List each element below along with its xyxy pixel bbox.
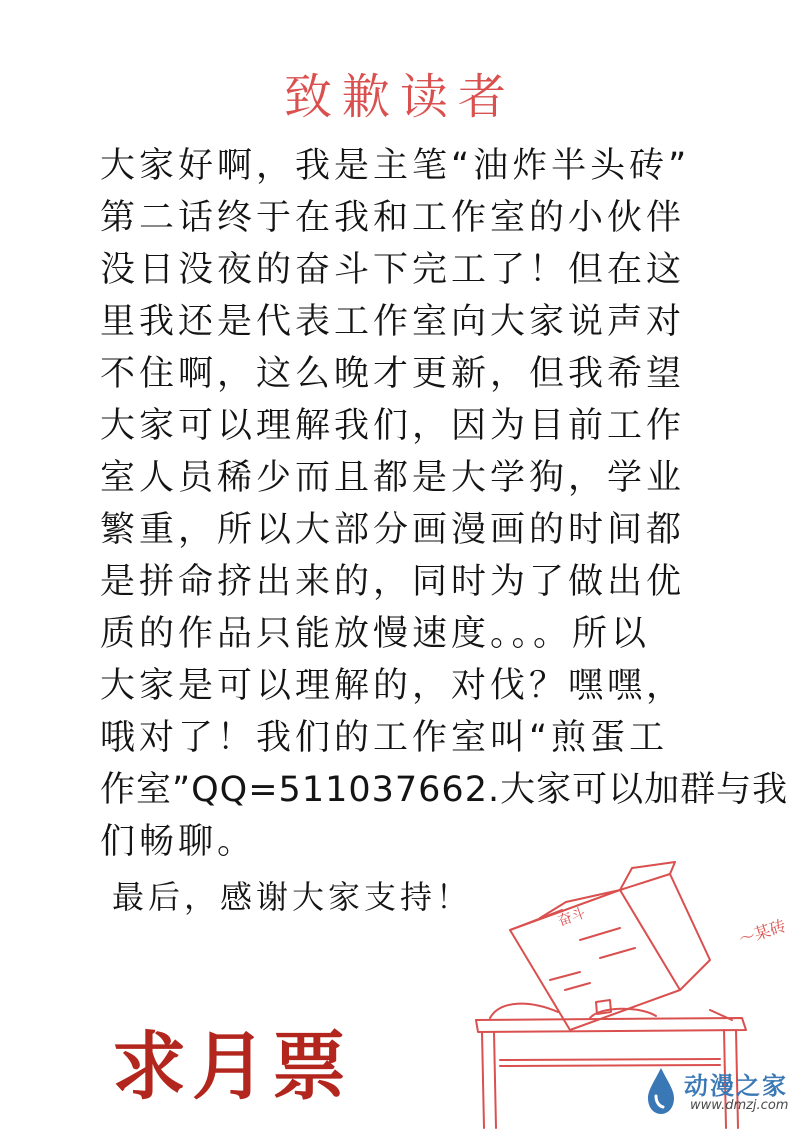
watermark-name: 动漫之家 — [684, 1072, 788, 1100]
letter-line: 不住啊，这么晚才更新，但我希望 — [100, 354, 686, 394]
site-watermark — [644, 1060, 794, 1122]
closing-line: 最后，感谢大家支持！ — [112, 878, 473, 916]
letter-line: 里我还是代表工作室向大家说声对 — [100, 302, 686, 342]
letter-line: 哦对了！我们的工作室叫“煎蛋工 — [100, 718, 669, 758]
letter-line: 作室”QQ=511037662.大家可以加群与我 — [100, 770, 789, 810]
letter-line: 没日没夜的奋斗下完工了！但在这 — [100, 250, 686, 290]
letter-line: 室人员稀少而且都是大学狗，学业 — [100, 458, 686, 498]
box-label: 奋斗 — [555, 905, 588, 930]
letter-line: 大家是可以理解的，对伐？嘿嘿， — [100, 666, 686, 706]
letter-line: 第二话终于在我和工作室的小伙伴 — [100, 198, 686, 238]
water-drop-logo-icon — [644, 1066, 678, 1116]
sketch-signature: ～某砖 — [736, 915, 789, 949]
page-title: 致歉读者 — [283, 69, 516, 125]
letter-line: 繁重，所以大部分画漫画的时间都 — [100, 510, 686, 550]
letter-line: 是拼命挤出来的，同时为了做出优 — [100, 562, 686, 602]
letter-body — [100, 140, 789, 868]
letter-line: 大家可以理解我们，因为目前工作 — [100, 406, 686, 446]
letter-line: 质的作品只能放慢速度。。。所以 — [100, 614, 651, 654]
monthly-ticket-stamp: 求月票 — [112, 1024, 352, 1110]
letter-line: 大家好啊，我是主笔“油炸半头砖” — [100, 146, 691, 186]
letter-line: 们畅聊。 — [100, 822, 257, 862]
watermark-url: www.dmzj.com — [690, 1098, 789, 1113]
